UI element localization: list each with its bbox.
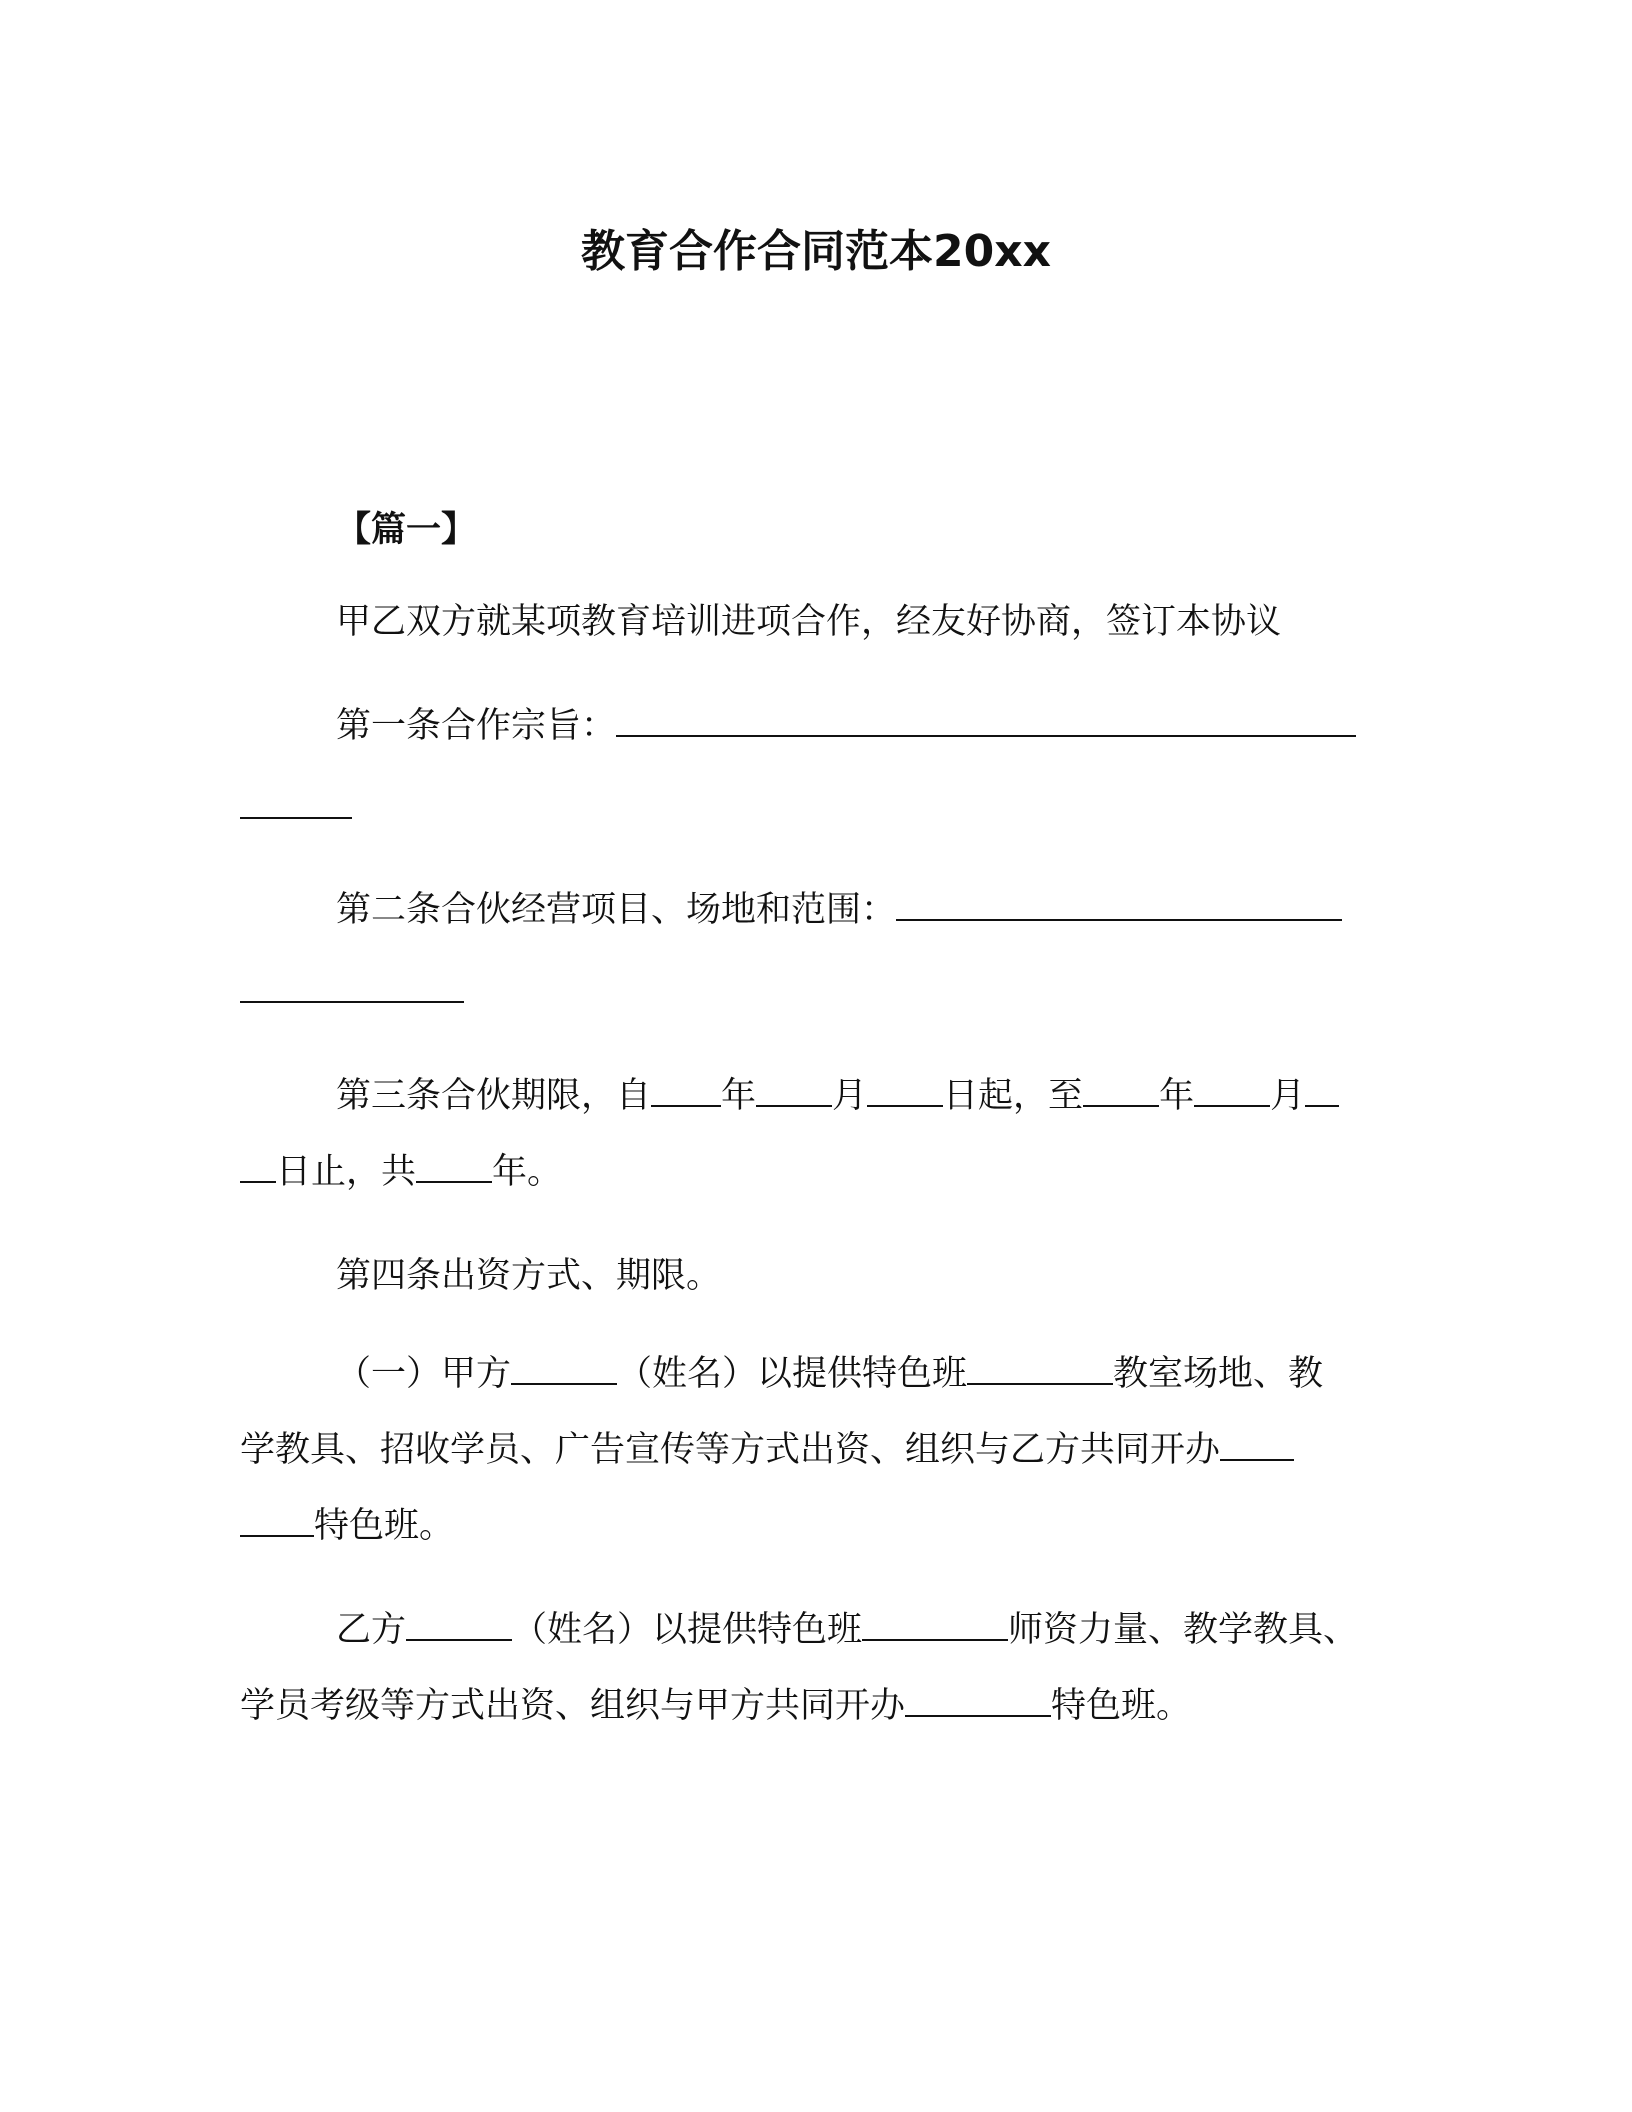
start-month-blank xyxy=(756,1077,832,1107)
clause-b-line-2-text: 学员考级等方式出资、组织与甲方共同开办 xyxy=(240,1686,906,1726)
article-3-text-start: 第三条合伙期限，自 xyxy=(336,1076,652,1116)
party-a-class-blank xyxy=(967,1355,1113,1385)
clause-a-text-end: 教室场地、教 xyxy=(1113,1354,1324,1394)
end-day-blank-continued xyxy=(240,1153,276,1183)
section-label: 【篇一】 xyxy=(336,510,477,550)
end-day-blank xyxy=(1305,1077,1339,1107)
year-label: 年 xyxy=(1159,1076,1195,1116)
month-label: 月 xyxy=(1270,1076,1306,1116)
month-label: 月 xyxy=(832,1076,868,1116)
party-a-name-blank xyxy=(511,1355,617,1385)
party-b-class-blank xyxy=(862,1611,1008,1641)
clause-b-line-2 xyxy=(240,1668,1390,1744)
article-3 xyxy=(240,1058,1390,1134)
total-years-blank xyxy=(416,1153,492,1183)
article-2-blank xyxy=(896,891,1342,921)
year-label: 年 xyxy=(721,1076,757,1116)
clause-a-line-3-text: 特色班。 xyxy=(314,1506,455,1546)
article-3-text-mid: 日起，至 xyxy=(943,1076,1084,1116)
clause-a-party: （一）甲方 xyxy=(336,1354,512,1394)
clause-b xyxy=(240,1592,1390,1668)
clause-a-text: （姓名）以提供特色班 xyxy=(617,1354,968,1394)
article-2-blank-continued xyxy=(240,973,464,1003)
start-day-blank xyxy=(867,1077,943,1107)
article-1-label: 第一条合作宗旨： xyxy=(336,706,617,746)
article-2-continued xyxy=(240,954,1390,1030)
article-1-continued xyxy=(240,770,1390,846)
clause-b-text-end: 师资力量、教学教具、 xyxy=(1008,1610,1359,1650)
article-2 xyxy=(240,872,1390,948)
clause-a-line-3 xyxy=(240,1488,1390,1564)
article-3-text-end: 日止，共 xyxy=(276,1152,417,1192)
party-b-name-blank xyxy=(406,1611,512,1641)
article-3-continued xyxy=(240,1134,1390,1210)
article-3-text-final: 年。 xyxy=(492,1152,563,1192)
article-4: 第四条出资方式、期限。 xyxy=(336,1256,722,1296)
end-year-blank xyxy=(1083,1077,1159,1107)
document-title: 教育合作合同范本20xx xyxy=(581,226,1051,277)
clause-b-text: （姓名）以提供特色班 xyxy=(512,1610,863,1650)
clause-b-party: 乙方 xyxy=(336,1610,407,1650)
article-1 xyxy=(240,688,1390,764)
article-1-blank xyxy=(616,707,1356,737)
clause-a-joint-blank xyxy=(1220,1431,1294,1461)
article-2-label: 第二条合伙经营项目、场地和范围： xyxy=(336,890,897,930)
clause-a-joint-blank-continued xyxy=(240,1507,314,1537)
intro-paragraph: 甲乙双方就某项教育培训进项合作，经友好协商，签订本协议 xyxy=(336,602,1282,642)
clause-a-line-2-text: 学教具、招收学员、广告宣传等方式出资、组织与乙方共同开办 xyxy=(240,1430,1221,1470)
article-1-blank-continued xyxy=(240,789,352,819)
clause-b-joint-blank xyxy=(905,1687,1051,1717)
end-month-blank xyxy=(1194,1077,1270,1107)
clause-a-line-2 xyxy=(240,1412,1390,1488)
clause-b-line-2-end: 特色班。 xyxy=(1051,1686,1192,1726)
start-year-blank xyxy=(651,1077,721,1107)
clause-a xyxy=(240,1336,1390,1412)
